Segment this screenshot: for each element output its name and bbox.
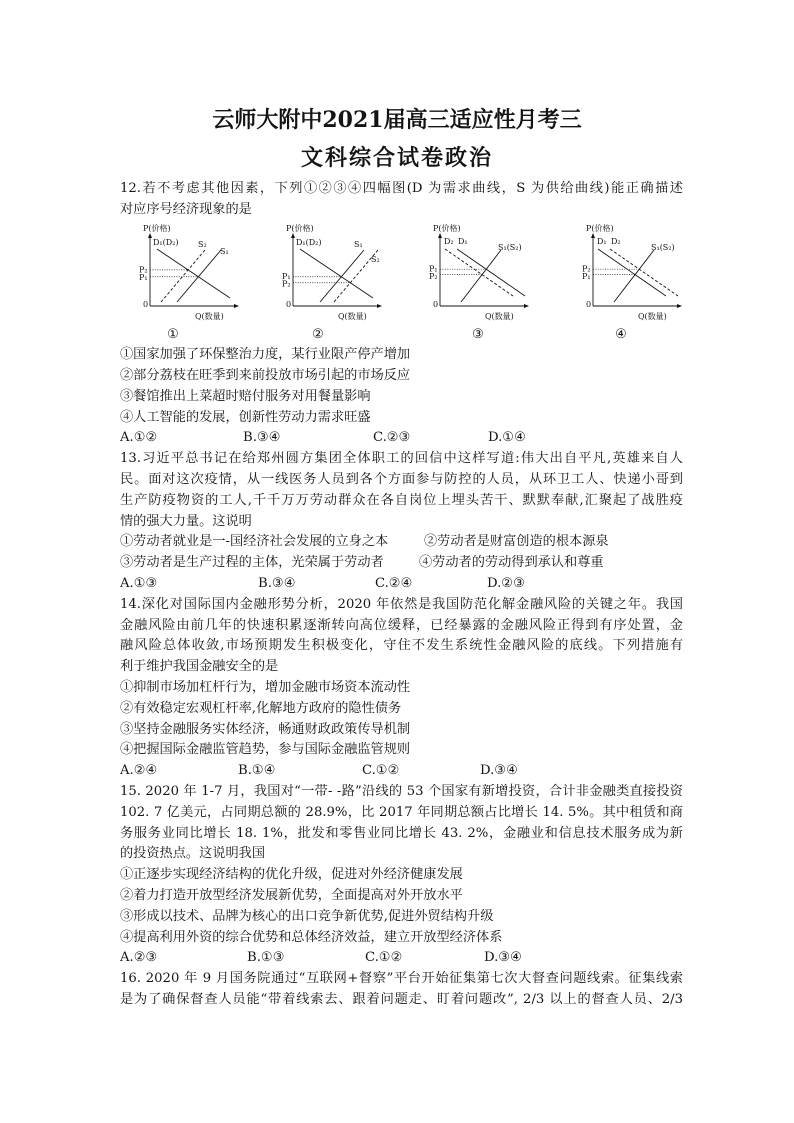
curve-label: S₁(S₂) — [498, 242, 522, 252]
question-stem-line: 15. 2020 年 1-7 月，我国对“一带- -路”沿线的 53 个国家有新增投资，合计非金融类直接投资 — [120, 783, 683, 799]
curve-label: D₁ — [458, 236, 468, 246]
option-item: ②着力打造开放型经济发展新优势，全面提高对外开放水平 — [120, 887, 463, 903]
graph-number: ③ — [472, 326, 484, 342]
answer-choice-a: A.②③ — [120, 950, 158, 966]
price-label: P₁ — [582, 271, 591, 281]
answer-choices — [120, 574, 683, 595]
graph-number: ② — [312, 326, 324, 342]
answer-choice-d: D.③④ — [480, 763, 518, 779]
page-title: 云师大附中2021届高三适应性月考三 — [212, 107, 582, 133]
curve-label: S₁(S₂) — [651, 242, 675, 252]
answer-choice-b: B.①④ — [238, 763, 276, 779]
supply-curve-s1 — [320, 250, 364, 302]
question-12 — [120, 179, 683, 449]
curve-label: D₂ — [611, 236, 621, 246]
answer-choice-c: C.①② — [365, 950, 403, 966]
option-item: ①劳动者就业是一-国经济社会发展的立身之本 — [120, 534, 389, 550]
answer-choice-b: B.③④ — [243, 430, 281, 446]
supply-curve — [614, 250, 654, 302]
question-15 — [120, 782, 683, 969]
supply-demand-graphs — [120, 221, 683, 346]
question-stem-line: 生产防疫物资的工人,千千万万劳动群众在各自岗位上埋头苦干、默默奉献,汇聚起了战胜疫 — [120, 492, 683, 508]
graph-4 — [578, 222, 688, 342]
option-row — [120, 553, 683, 574]
question-13 — [120, 449, 683, 595]
curve-label: D₂ — [444, 236, 454, 246]
question-stem-line: 民。面对这次疫情，从一线医务人员到各个方面参与防控的人员，从环卫工人、快递小哥到 — [120, 471, 683, 487]
answer-choice-a: A.①③ — [120, 575, 158, 591]
graph-number: ① — [167, 326, 179, 342]
price-label: P₂ — [282, 279, 291, 289]
answer-choices — [120, 428, 683, 449]
answer-choice-a: A.①② — [120, 430, 158, 446]
x-axis-label: Q(数量) — [638, 311, 667, 321]
question-stem-line: 金融风险由前几年的快速积累逐渐转向高位缓释，已经暴露的金融风险正得到有序处置，金 — [120, 617, 683, 633]
answer-choice-c: C.②④ — [375, 575, 413, 591]
question-stem-line: 14.深化对国际国内金融形势分析，2020 年依然是我国防范化解金融风险的关键之年。我国 — [120, 596, 683, 612]
question-stem-line: 是为了确保督查人员能“带着线索去、跟着问题走、盯着问题改”, 2/3 以上的督查人员、2/3 — [120, 991, 683, 1007]
graph-number: ④ — [615, 326, 627, 342]
answer-choice-d: D.③④ — [484, 950, 522, 966]
x-axis-arrow — [677, 304, 682, 308]
question-stem-line: 12.若不考虑其他因素，下列①②③④四幅图(D 为需求曲线，S 为供给曲线)能正确描述 — [120, 181, 683, 196]
option-item: ②部分荔枝在旺季到来前投放市场引起的市场反应 — [120, 367, 411, 383]
graph-1 — [135, 222, 245, 342]
option-item: ③劳动者是生产过程的主体，光荣属于劳动者 — [120, 555, 384, 571]
demand-curve-d1 — [457, 249, 525, 296]
origin-label: 0 — [286, 299, 292, 309]
price-label: P₂ — [139, 265, 148, 275]
price-label: P₂ — [582, 264, 591, 274]
option-item: ③坚持金融服务实体经济，畅通财政政策传导机制 — [120, 721, 411, 737]
price-label: P₁ — [282, 271, 291, 281]
option-item: ①正逐步实现经济结构的优化升级，促进对外经济健康发展 — [120, 867, 463, 883]
x-axis-arrow — [524, 304, 529, 308]
question-16 — [120, 969, 683, 1011]
option-item: ①抑制市场加杠杆行为，增加金融市场资本流动性 — [120, 679, 411, 695]
y-axis-label: P(价格) — [433, 223, 461, 233]
graph-3 — [425, 222, 535, 342]
y-axis-arrow — [291, 233, 295, 238]
demand-curve-d1 — [598, 249, 666, 296]
answer-choice-a: A.②④ — [120, 763, 158, 779]
answer-choice-d: D.②③ — [487, 575, 525, 591]
question-stem-line: 对应序号经济现象的是 — [120, 201, 252, 217]
question-14 — [120, 595, 683, 782]
option-item: ②劳动者是财富创造的根本源泉 — [424, 534, 609, 550]
graph-2 — [278, 222, 388, 342]
origin-label: 0 — [433, 299, 439, 309]
curve-label: S₁ — [354, 239, 363, 249]
curve-label: D₁(D₂) — [153, 237, 179, 247]
question-stem-line: 利于维护我国金融安全的是 — [120, 659, 279, 675]
curve-label: D₁ — [597, 236, 607, 246]
option-row — [120, 532, 683, 553]
option-item: ①国家加强了环保整治力度，某行业限产停产增加 — [120, 347, 411, 363]
question-stem-line: 融风险总体收敛,市场预期发生积极变化，守住不发生系统性金融风险的底线。下列措施有 — [120, 638, 683, 654]
question-stem-line: 情的强大力量。这说明 — [120, 513, 252, 529]
x-axis-label: Q(数量) — [195, 311, 224, 321]
demand-curve — [300, 249, 373, 298]
supply-curve-s1 — [177, 250, 221, 302]
price-label: P₂ — [429, 271, 438, 281]
answer-choices — [120, 761, 683, 782]
price-label: P₁ — [139, 272, 148, 282]
demand-curve-d2 — [610, 249, 678, 296]
question-stem-line: 102. 7 亿美元，占同期总额的 28.9%，比 2017 年同期总额占比增长 14. 5%。其中租赁和商 — [120, 804, 683, 820]
demand-curve — [157, 246, 230, 298]
y-axis-label: P(价格) — [286, 223, 314, 233]
y-axis-arrow — [591, 233, 595, 238]
price-label: P₁ — [429, 264, 438, 274]
option-item: ④劳动者的劳动得到承认和尊重 — [419, 555, 604, 571]
supply-curve — [461, 250, 501, 302]
page-subtitle: 文科综合试卷政治 — [300, 145, 493, 171]
answer-choice-d: D.①④ — [488, 430, 526, 446]
supply-curve-s2 — [161, 250, 205, 302]
curve-label: D₁(D₂) — [296, 237, 322, 247]
x-axis-label: Q(数量) — [338, 311, 367, 321]
exam-content — [120, 179, 683, 1011]
answer-choice-b: B.③④ — [258, 575, 296, 591]
curve-label: S₁ — [220, 246, 229, 256]
y-axis-label: P(价格) — [586, 223, 614, 233]
option-item: ③形成以技术、品牌为核心的出口竞争新优势,促进外贸结构升级 — [120, 908, 494, 924]
demand-curve-d2 — [445, 249, 513, 296]
option-item: ④人工智能的发展，创新性劳动力需求旺盛 — [120, 409, 371, 425]
question-stem-line: 务服务业同比增长 18. 1%，批发和零售业同比增长 43. 2%，金融业和信息技术服务成为新 — [120, 825, 683, 841]
question-stem-line: 的投资热点。这说明我国 — [120, 846, 266, 862]
answer-choice-c: C.①② — [362, 763, 400, 779]
option-item: ④提高利用外资的综合优势和总体经济效益，建立开放型经济体系 — [120, 929, 503, 945]
x-axis-label: Q(数量) — [485, 311, 514, 321]
option-item: ④把握国际金融监管趋势，参与国际金融监管规则 — [120, 742, 411, 758]
option-item: ③餐馆推出上菜超时赔付服务对用餐量影响 — [120, 388, 371, 404]
y-axis-arrow — [438, 233, 442, 238]
origin-label: 0 — [586, 299, 592, 309]
question-stem-line: 16. 2020 年 9 月国务院通过“互联网+督察”平台开始征集第七次大督查问题线索。征集线索 — [120, 971, 683, 987]
answer-choice-b: B.①③ — [247, 950, 285, 966]
x-axis-arrow — [234, 304, 239, 308]
question-stem-line: 13.习近平总书记在给郑州圆方集团全体职工的回信中这样写道:伟大出自平凡,英雄来自人 — [120, 451, 683, 467]
answer-choice-c: C.②③ — [373, 430, 411, 446]
x-axis-arrow — [377, 304, 382, 308]
answer-choices — [120, 948, 683, 969]
origin-label: 0 — [143, 299, 149, 309]
curve-label: S₂ — [198, 239, 207, 249]
curve-label: S₂ — [371, 254, 380, 264]
y-axis-arrow — [148, 233, 152, 238]
option-item: ②有效稳定宏观杠杆率,化解地方政府的隐性债务 — [120, 700, 402, 716]
y-axis-label: P(价格) — [143, 223, 171, 233]
